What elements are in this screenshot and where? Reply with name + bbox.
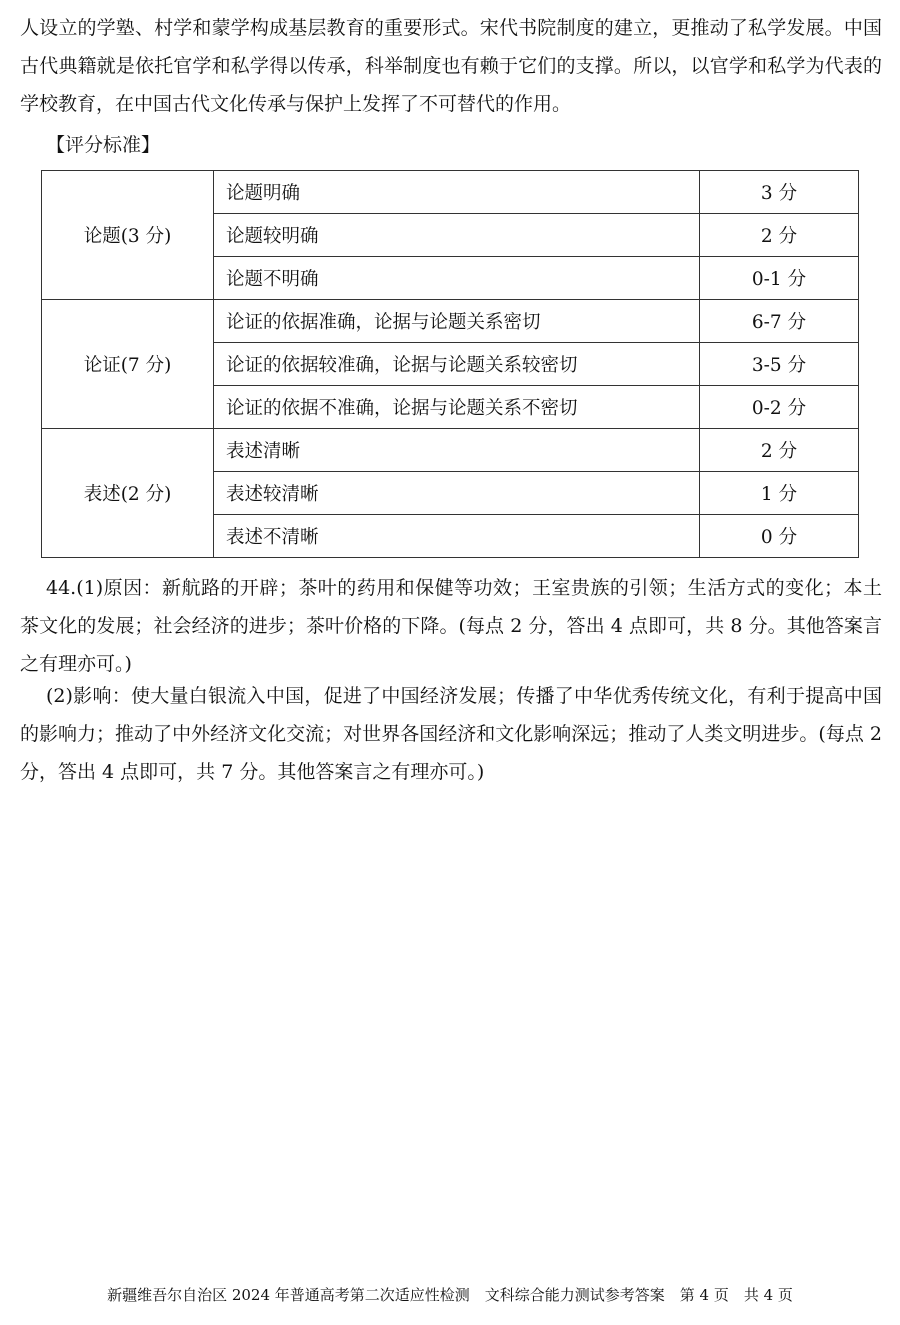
score-cell: 3-5 分 xyxy=(700,343,859,386)
score-cell: 2 分 xyxy=(700,214,859,257)
score-cell: 1 分 xyxy=(700,472,859,515)
criterion-cell: 论证的依据较准确，论据与论题关系较密切 xyxy=(214,343,700,386)
table-row xyxy=(42,171,859,214)
criterion-cell: 论证的依据准确，论据与论题关系密切 xyxy=(214,300,700,343)
score-cell: 3 分 xyxy=(700,171,859,214)
question-44-part-1-text: 44.(1)原因：新航路的开辟；茶叶的药用和保健等功效；王室贵族的引领；生活方式的变化；本土茶文化的发展；社会经济的进步；茶叶价格的下降。(每点 2 分，答出 4 点即可，共 8 分。其他答案言之有理亦可。) xyxy=(20,577,882,675)
score-cell: 0-2 分 xyxy=(700,386,859,429)
table-row xyxy=(42,429,859,472)
category-cell: 表述(2 分) xyxy=(42,429,214,558)
criterion-cell: 表述不清晰 xyxy=(214,515,700,558)
category-cell: 论证(7 分) xyxy=(42,300,214,429)
table-row xyxy=(42,300,859,343)
score-cell: 0 分 xyxy=(700,515,859,558)
intro-paragraph: 人设立的学塾、村学和蒙学构成基层教育的重要形式。宋代书院制度的建立，更推动了私学发展。中国古代典籍就是依托官学和私学得以传承，科举制度也有赖于它们的支撑。所以，以官学和私学为代表的学校教育，在中国古代文化传承与保护上发挥了不可替代的作用。 xyxy=(20,17,882,115)
question-44-part-1 xyxy=(20,569,882,683)
category-cell: 论题(3 分) xyxy=(42,171,214,300)
criterion-cell: 表述较清晰 xyxy=(214,472,700,515)
criterion-cell: 论题明确 xyxy=(214,171,700,214)
question-44-part-2-text: (2)影响：使大量白银流入中国，促进了中国经济发展；传播了中华优秀传统文化，有利于提高中国的影响力；推动了中外经济文化交流；对世界各国经济和文化影响深远；推动了人类文明进步。(每点 2 分，答出 4 点即可，共 7 分。其他答案言之有理亦可。) xyxy=(20,685,882,783)
page-footer: 新疆维吾尔自治区 2024 年普通高考第二次适应性检测 文科综合能力测试参考答案 第 4 页 共 4 页 xyxy=(107,1286,793,1304)
criterion-cell: 论题较明确 xyxy=(214,214,700,257)
score-cell: 6-7 分 xyxy=(700,300,859,343)
criterion-cell: 论题不明确 xyxy=(214,257,700,300)
rubric-heading: 【评分标准】 xyxy=(46,134,161,156)
criterion-cell: 论证的依据不准确，论据与论题关系不密切 xyxy=(214,386,700,429)
question-44-part-2 xyxy=(20,677,882,791)
criterion-cell: 表述清晰 xyxy=(214,429,700,472)
rubric-table xyxy=(41,170,859,558)
score-cell: 2 分 xyxy=(700,429,859,472)
score-cell: 0-1 分 xyxy=(700,257,859,300)
